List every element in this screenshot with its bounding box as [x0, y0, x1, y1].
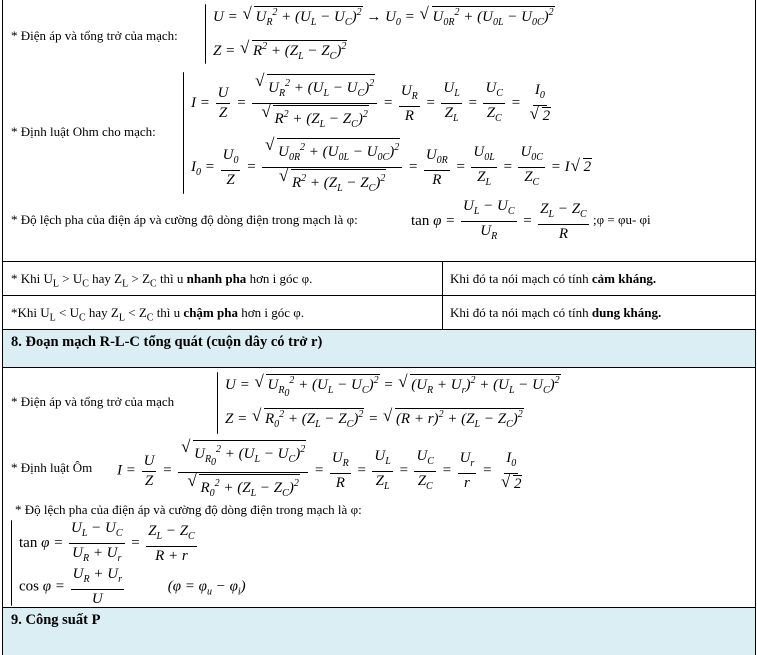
brace [217, 372, 218, 434]
formula-tan: tan φ = $\frac{U_L - U_C}{U_R + U_r}$ = $\frac{Z_L - Z_C}{R + r}$ [19, 520, 195, 564]
compare-right: Khi đó ta nói mạch có tính cảm kháng. [450, 271, 657, 286]
formula-table [2, 0, 756, 655]
ohm-label: * Định luật Ohm cho mạch: [11, 124, 156, 139]
brace [11, 520, 12, 606]
compare-left: * Khi $U_L > U_C$ hay $Z_L > Z_C$ thì u nhanh pha hơn i góc φ. [11, 271, 313, 290]
compare-left: *Khi $U_L < U_C$ hay $Z_L < Z_C$ thì u chậm pha hơn i góc φ. [11, 305, 304, 324]
compare-right: Khi đó ta nói mạch có tính dung kháng. [450, 305, 662, 320]
section9-title: 9. Công suất P [11, 612, 101, 628]
phase-relation: ;φ = φu- φi [593, 212, 651, 227]
cell-divider [442, 296, 443, 329]
formula-impedance: Z = √ $R^2 + (Z_L - Z_C)^2$ [213, 40, 347, 62]
section9-header [3, 608, 755, 655]
formula-impedance: Z = √ $R_0^2 + (Z_L - Z_C)^2$ = √ $(R + r)^2 + (Z_L - Z_C)^2$ [225, 408, 524, 430]
cell-divider [442, 262, 443, 295]
section8-title: 8. Đoạn mạch R-L-C tổng quát (cuộn dây có trở r) [11, 334, 323, 350]
formula-voltage: U = √ $U_R^2 + (U_L - U_C)^2 \to U_0$ = √ $U_{0R}^2 + (U_{0L} - U_{0C})^2$ [213, 6, 555, 28]
ohm-label: * Định luật Ôm [11, 460, 93, 475]
section8-header [3, 330, 755, 368]
phase-label: * Độ lệch pha của điện áp và cường độ dòng điện trong mạch là φ: [11, 212, 358, 227]
formula-ohm-current: I = $\frac{U}{Z}$ = √ $U_R^2 + (U_L - U_C)^2$ √ $R^2 + (Z_L - Z_C)^2$ = $\frac{U_R}{R}$ = $\frac{U_L}{Z_L}$ = $\frac{U_C}{Z_C}$ = $I_0$ √ 2 [191, 74, 555, 133]
formula-phase: tan φ = $\frac{U_L - U_C}{U_R}$ = $\frac{Z_L - Z_C}{R}$ [411, 198, 587, 242]
formula-voltage: U = √ $U_{R_0}^2 + (U_L - U_C)^2$ = √ $(U_R + U_r)^2 + (U_L - U_C)^2$ [225, 374, 561, 399]
brace [205, 4, 206, 64]
impedance-label: * Điện áp và tổng trở của mạch [11, 394, 175, 409]
phase-label: * Độ lệch pha của điện áp và cường độ dòng điện trong mạch là φ: [15, 502, 362, 517]
formula-ohm-peak: $I_0$ = $\frac{U_0}{Z}$ = √ $U_{0R}^2 + (U_{0L} - U_{0C})^2$ √ $R^2 + (Z_L - Z_C)^2$ = $\frac{U_{0R}}{R}$ = $\frac{U_{0L}}{Z_L}$ = $\frac{U_{0C}}{Z_C}$ = I√ 2 [191, 138, 592, 197]
brace [183, 72, 184, 194]
compare-row [3, 296, 755, 330]
section8-formulas [3, 368, 755, 608]
compare-row [3, 262, 755, 296]
section7-formulas [3, 0, 755, 262]
formula-ohm: I = $\frac{U}{Z}$ = √ $U_{R_0}^2 + (U_L - U_C)^2$ √ $R_0^2 + (Z_L - Z_C)^2$ = $\frac{U_R}{R}$ = $\frac{U_L}{Z_L}$ = $\frac{U_C}{Z_C}$ = $\frac{U_r}{r}$ = $I_0$ √ 2 [117, 440, 526, 502]
impedance-label: * Điện áp và tổng trở của mạch: [11, 28, 178, 43]
formula-cos: cos φ = $\frac{U_R + U_r}{U}$ $(\varphi = \varphi_u - \varphi_i)$ [19, 566, 246, 607]
